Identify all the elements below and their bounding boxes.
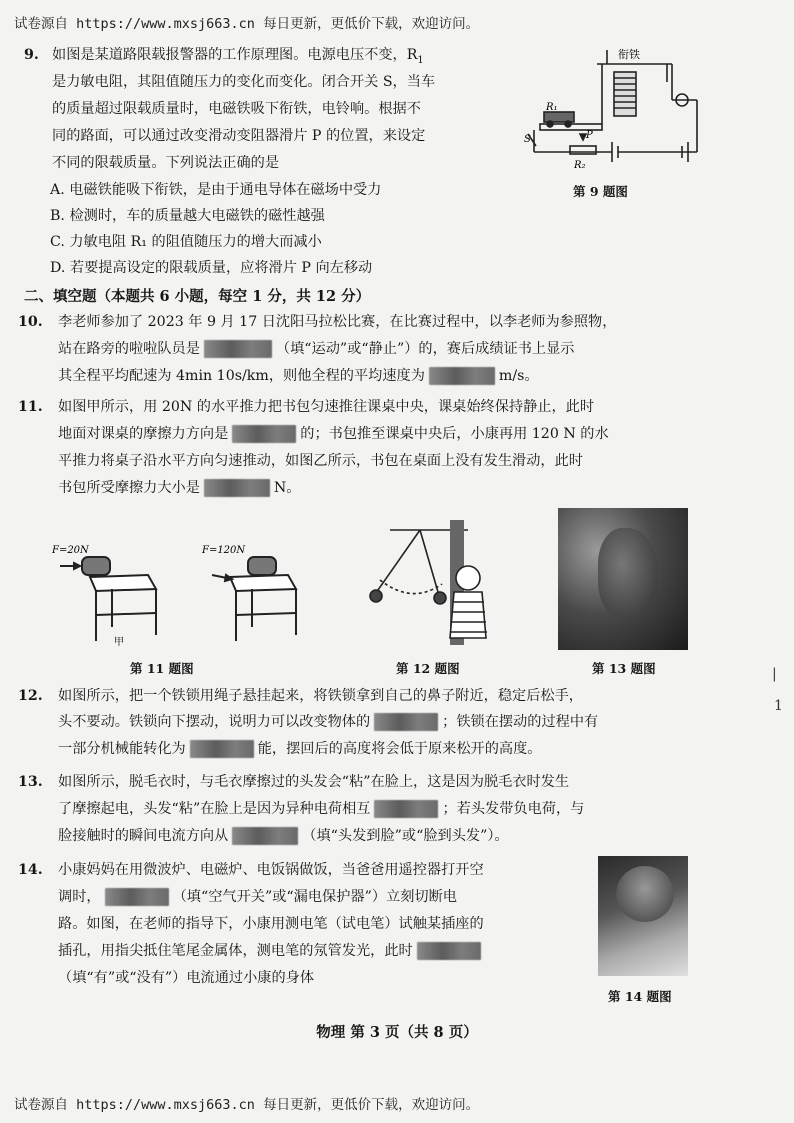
figure-14-photo [598,856,688,976]
question-text-line: 不同的限载质量。下列说法正确的是 [52,155,280,171]
question-text-line: 李老师参加了 2023 年 9 月 17 日沈阳马拉松比赛，在比赛过程中，以李老师为参照物， [58,314,617,330]
answer-blank [417,942,481,960]
face-shape [598,528,658,618]
edge-mark: 1 [774,698,783,714]
question-text-line: 如图所示，脱毛衣时，与毛衣摩擦过的头发会“粘”在脸上，这是因为脱毛衣时发生 [58,774,570,790]
finger-shape [616,866,674,922]
answer-blank [105,888,169,906]
question-text-line: （填“有”或“没有”）电流通过小康的身体 [58,970,315,986]
figure-12-pendulum [350,520,500,645]
question-text-line: 脸接触时的瞬间电流方向从 （填“头发到脸”或“脸到头发”）。 [58,828,509,844]
option-d: D. 若要提高设定的限载质量，应将滑片 P 向左移动 [50,260,373,276]
edge-mark: | [772,666,777,682]
figure-13-caption: 第 13 题图 [592,661,656,676]
question-text-line: 一部分机械能转化为 能，摆回后的高度将会低于原来松开的高度。 [58,741,542,757]
answer-blank [232,827,298,845]
figure-9-caption: 第 9 题图 [573,184,628,199]
question-text-line: 如图是某道路限载报警器的工作原理图。电源电压不变，$R_1$ [52,47,424,66]
question-text-line: 其全程平均配速为 4min 10s/km，则他全程的平均速度为 m/s。 [58,368,539,384]
question-text-line: 地面对课桌的摩擦力方向是 的；书包推至课桌中央后，小康再用 120 N 的水 [58,426,609,442]
answer-blank [204,340,272,358]
r2-label: R₂ [574,160,586,171]
top-source-banner: 试卷源自 https://www.mxsj663.cn 每日更新，更低价下载，欢迎访问。 [14,16,480,32]
switch-label: S [524,134,531,145]
option-c: C. 力敏电阻 R₁ 的阻值随压力的增大而减小 [50,234,322,250]
figure-12-caption: 第 12 题图 [396,661,460,676]
question-text-line: 平推力将桌子沿水平方向匀速推动，如图乙所示，书包在桌面上没有发生滑动，此时 [58,453,583,469]
question-text-line: 头不要动。铁锁向下摆动，说明力可以改变物体的 ；铁锁在摆动的过程中有 [58,714,599,730]
bottom-source-banner: 试卷源自 https://www.mxsj663.cn 每日更新，更低价下载，欢迎访问。 [14,1097,480,1113]
question-text-line: 调时， （填“空气开关”或“漏电保护器”）立刻切断电 [58,889,457,905]
question-number: 14. [18,862,43,878]
question-number: 11. [18,399,43,415]
answer-blank [204,479,270,497]
question-number: 10. [18,314,43,330]
r1-label: R₁ [546,102,558,113]
question-text-line: 了摩擦起电，头发“粘”在脸上是因为异种电荷相互 ；若头发带负电荷，与 [58,801,585,817]
question-text-line: 书包所受摩擦力大小是 N。 [58,480,301,496]
question-text-line: 站在路旁的啦啦队员是 （填“运动”或“静止”）的，赛后成绩证书上显示 [58,341,575,357]
question-text-line: 如图所示，把一个铁锁用绳子悬挂起来，将铁锁拿到自己的鼻子附近，稳定后松手， [58,688,583,704]
option-b: B. 检测时，车的质量越大电磁铁的磁性越强 [50,208,325,224]
answer-blank [429,367,495,385]
figure-13-photo [558,508,688,650]
figure-jia-label: 甲 [114,637,124,648]
question-text-line: 小康妈妈在用微波炉、电磁炉、电饭锅做饭，当爸爸用遥控器打开空 [58,862,484,878]
answer-blank [190,740,254,758]
question-number: 12. [18,688,43,704]
question-number: 9. [24,47,39,63]
answer-blank [232,425,296,443]
answer-blank [374,713,438,731]
force-label-120: F=120N [202,545,246,556]
question-number: 13. [18,774,43,790]
force-label-20: F=20N [52,545,89,556]
option-a: A. 电磁铁能吸下衔铁，是由于通电导体在磁场中受力 [50,182,382,198]
question-text-line: 的质量超过限载质量时，电磁铁吸下衔铁，电铃响。根据不 [52,101,421,117]
answer-blank [374,800,438,818]
figure-9-circuit-diagram [522,42,707,180]
figure-11-desks [52,535,302,650]
question-text-line: 如图甲所示，用 20N 的水平推力把书包匀速推往课桌中央，课桌始终保持静止，此时 [58,399,595,415]
question-text-line: 路。如图，在老师的指导下，小康用测电笔（试电笔）试触某插座的 [58,916,484,932]
question-text-line: 插孔，用指尖抵住笔尾金属体，测电笔的氖管发光，此时 [58,941,485,961]
question-text-line: 是力敏电阻，其阻值随压力的变化而变化。闭合开关 S，当车 [52,74,436,90]
slider-label: P [586,130,593,141]
section-title: 二、填空题（本题共 6 小题，每空 1 分，共 12 分） [24,288,371,305]
page-footer: 物理 第 3 页（共 8 页） [316,1024,478,1041]
figure-14-caption: 第 14 题图 [608,989,672,1004]
armature-label: 衔铁 [618,48,640,61]
figure-11-caption: 第 11 题图 [130,661,194,676]
question-text-line: 同的路面，可以通过改变滑动变阻器滑片 P 的位置，来设定 [52,128,426,144]
